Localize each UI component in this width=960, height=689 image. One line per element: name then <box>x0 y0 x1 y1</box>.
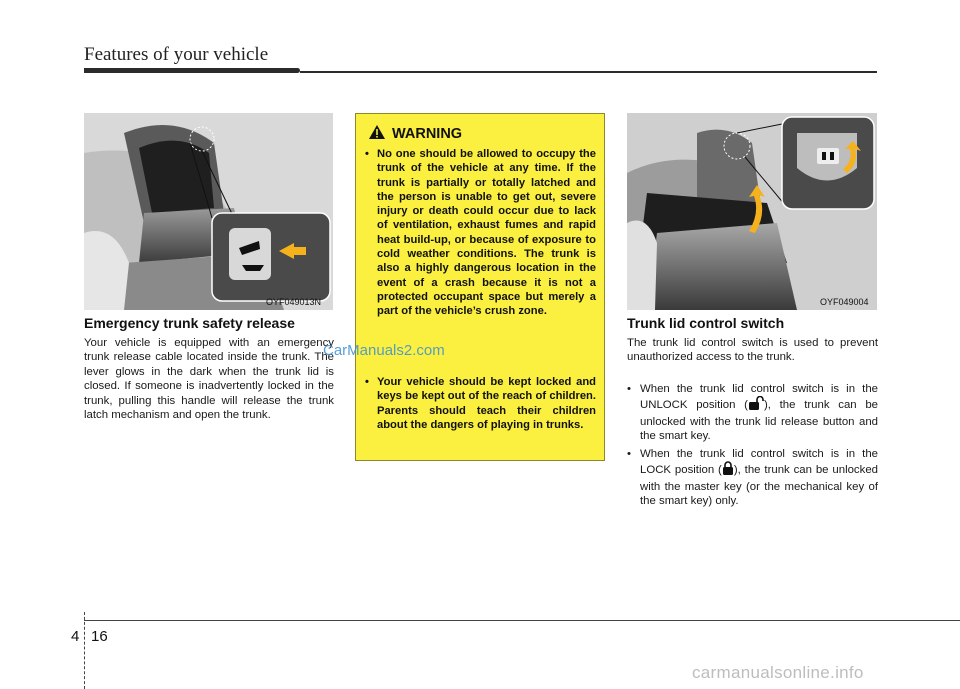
unlock-icon <box>748 396 764 414</box>
bullet-text <box>640 447 878 509</box>
trunk-switch-title: Trunk lid control switch <box>627 315 785 331</box>
warning-title: WARNING <box>392 126 463 142</box>
warning-header <box>368 124 462 144</box>
trunk-switch-bullet-unlock <box>627 382 878 442</box>
bullet-dot: • <box>627 448 631 460</box>
warning-triangle-icon <box>368 124 386 145</box>
left-photo-code: OYF049013N <box>266 297 322 307</box>
bullet-text-pre: When the trunk lid control switch is in the LOCK position ( <box>640 448 878 477</box>
trunk-switch-bullet-lock <box>627 447 878 507</box>
bullet-text <box>640 382 878 444</box>
right-photo-code: OYF049004 <box>820 297 869 307</box>
emergency-release-body: Your vehicle is equipped with an emergency trunk release cable located inside the trunk. The lever glows in the dark when the trunk lid is closed. If someone is inadvertently locked in the trunk, pulling this handle will release the trunk latch mechanism and open the trunk. <box>84 337 334 422</box>
lock-icon <box>722 461 734 479</box>
bullet-text-pre: When the trunk lid control switch is in the UNLOCK position ( <box>640 383 878 412</box>
warning-item <box>365 375 596 455</box>
bullet-dot: • <box>627 383 631 395</box>
chapter-number: 4 <box>71 628 80 645</box>
header-rule <box>300 71 877 73</box>
bullet-dot: • <box>365 148 369 160</box>
footer-divider-vertical <box>84 612 86 689</box>
site-watermark: carmanualsonline.info <box>692 663 864 682</box>
page-number: 16 <box>91 628 108 645</box>
emergency-release-title: Emergency trunk safety release <box>84 315 295 331</box>
trunk-switch-photo <box>627 113 877 310</box>
bullet-dot: • <box>365 376 369 388</box>
bullet-text-post: ), the trunk can be unlocked with the trunk lid release button and the smart key. <box>640 399 878 443</box>
warning-item-text: Your vehicle should be kept locked and keys be kept out of the reach of children. Parents should teach their children about the dangers of playing in trunks. <box>377 376 596 431</box>
warning-item <box>365 147 596 373</box>
warning-box <box>355 113 605 461</box>
emergency-release-photo <box>84 113 333 310</box>
bullet-text-post: ), the trunk can be unlocked with the master key (or the mechanical key of the smart key) only. <box>640 464 878 508</box>
footer-divider-horizontal <box>84 620 960 621</box>
warning-item-text: No one should be allowed to occupy the trunk of the vehicle at any time. If the trunk is partially or totally latched and the person is unable to get out, severe injury or death could occur due to lack of ventilation, exhaust fumes and rapid heat build-up, or because of exposure to cold weather conditions. The trunk is also a highly dangerous location in the event of a crash because it is not a protected occupant space but merely a part of the vehicle’s crush zone. <box>377 148 596 318</box>
page-header-title: Features of your vehicle <box>84 44 269 65</box>
header-bar <box>84 68 300 73</box>
trunk-switch-body: The trunk lid control switch is used to prevent unauthorized access to the trunk. <box>627 337 878 364</box>
watermark: CarManuals2.com <box>323 342 445 359</box>
